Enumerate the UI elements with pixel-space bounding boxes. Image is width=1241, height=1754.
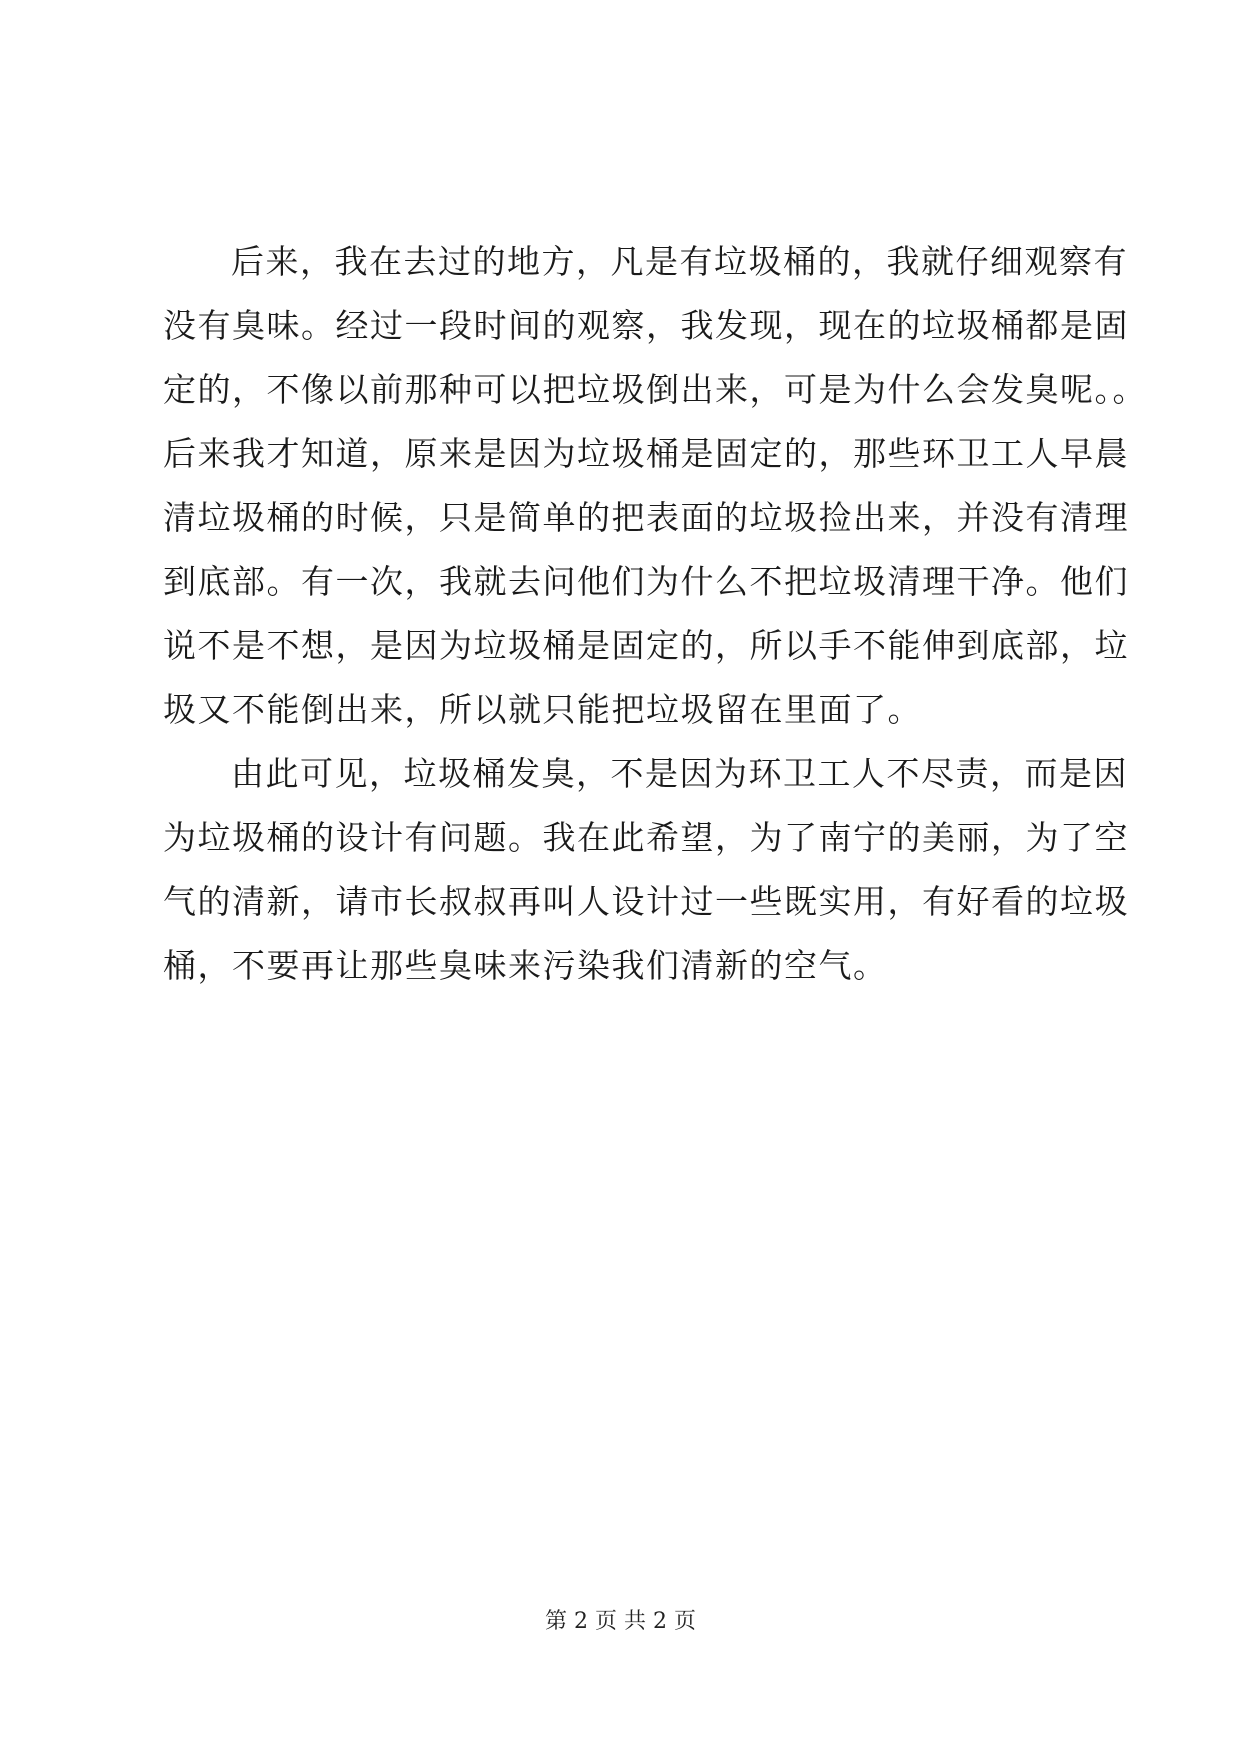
paragraph-line: 定的，不像以前那种可以把垃圾倒出来，可是为什么会发臭呢。。 xyxy=(163,370,1147,409)
paragraph-line: 没有臭味。经过一段时间的观察，我发现，现在的垃圾桶都是固 xyxy=(163,306,1129,345)
paragraph-line: 清垃圾桶的时候，只是简单的把表面的垃圾捡出来，并没有清理 xyxy=(163,498,1129,537)
page-number-footer: 第 2 页 共 2 页 xyxy=(545,1609,696,1634)
paragraph-line: 到底部。有一次，我就去问他们为什么不把垃圾清理干净。他们 xyxy=(163,562,1129,601)
paragraph-1 xyxy=(163,230,1147,742)
paragraph-line: 圾又不能倒出来，所以就只能把垃圾留在里面了。 xyxy=(163,690,922,729)
paragraph-line: 气的清新，请市长叔叔再叫人设计过一些既实用，有好看的垃圾 xyxy=(163,882,1129,921)
document-body xyxy=(163,230,1147,998)
paragraph-line: 说不是不想，是因为垃圾桶是固定的，所以手不能伸到底部，垃 xyxy=(163,626,1129,665)
paragraph-line: 后来，我在去过的地方，凡是有垃圾桶的，我就仔细观察有 xyxy=(231,242,1128,281)
paragraph-line: 为垃圾桶的设计有问题。我在此希望，为了南宁的美丽，为了空 xyxy=(163,818,1129,857)
paragraph-line: 桶，不要再让那些臭味来污染我们清新的空气。 xyxy=(163,946,888,985)
paragraph-line: 后来我才知道，原来是因为垃圾桶是固定的，那些环卫工人早晨 xyxy=(163,434,1129,473)
paragraph-line: 由此可见，垃圾桶发臭，不是因为环卫工人不尽责，而是因 xyxy=(231,754,1128,793)
paragraph-2 xyxy=(163,742,1129,998)
